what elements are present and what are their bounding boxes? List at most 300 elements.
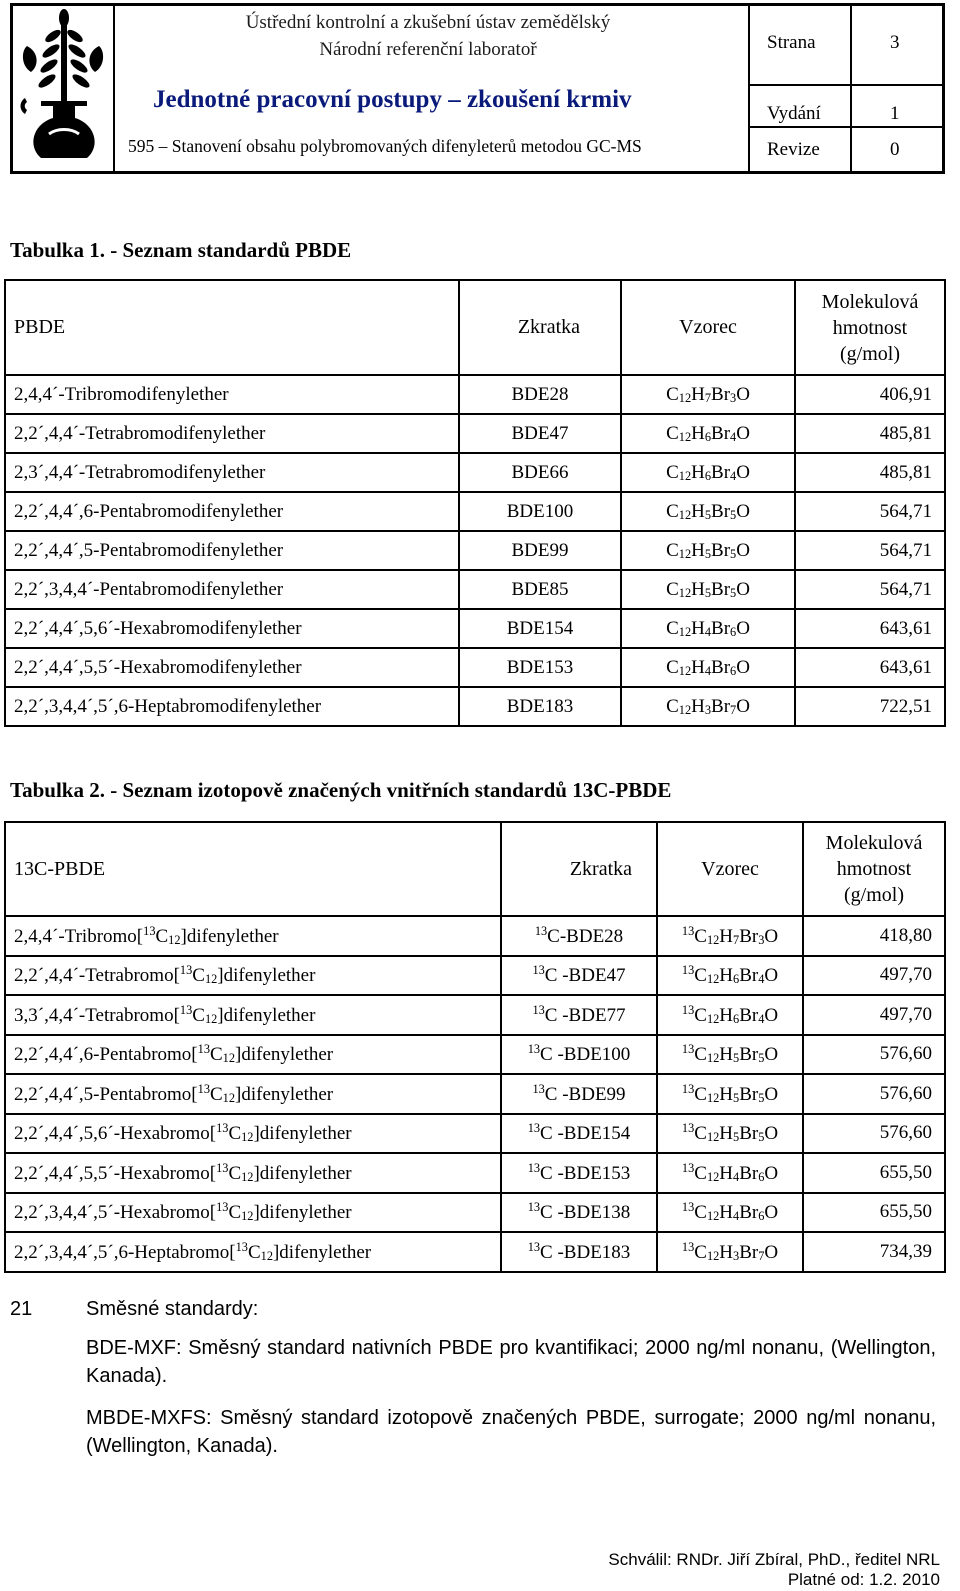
atom-count: 12 [706,1051,720,1066]
formula-cell [621,609,795,648]
approval-line: Schválil: RNDr. Jiří Zbíral, PhD., ředitel NRL [608,1550,940,1569]
abbreviation [501,1114,657,1154]
abbreviation [501,1153,657,1193]
atom-count: 6 [733,972,740,987]
molecular-mass: 655,50 [803,1193,945,1233]
formula-cell [657,1153,803,1193]
table-row [5,609,945,648]
molecular-mass: 497,70 [803,995,945,1035]
section-title: Směsné standardy: [86,1298,259,1320]
abbreviation-text: C-BDE28 [547,925,624,947]
atom-count: 7 [704,390,712,405]
element-symbol: H [691,422,705,444]
atom-count: 12 [706,1169,720,1184]
name-prefix: 2,2´,4,4´,6-Pentabromo[ [14,1044,198,1066]
name-prefix: 2,4,4´-Tribromo[ [14,925,144,947]
atom-count: 4 [730,429,737,444]
name-prefix: 3,3´,4,4´-Tetrabromo[ [14,1004,180,1026]
element-symbol: O [764,1241,779,1263]
element-symbol: C [694,1004,707,1026]
element-symbol: C [666,539,679,561]
table-row [5,375,945,414]
table2-caption: Tabulka 2. - Seznam izotopově značených vnitřních standardů 13C-PBDE [10,778,672,802]
compound-name: 2,2´,4,4´-Tetrabromodifenylether [5,414,459,453]
compound-name [5,956,501,996]
element-symbol: C [666,656,679,678]
isotope-superscript: 13 [179,1002,193,1017]
molecular-mass: 643,61 [795,648,945,687]
document-meta [748,6,944,171]
element-symbol: O [764,1162,779,1184]
atom-count: 12 [204,1011,218,1026]
molecular-mass: 418,80 [803,916,945,956]
abbreviation [501,956,657,996]
isotope-superscript: 13 [235,1239,248,1254]
abbreviation [501,1035,657,1075]
isotope-superscript: 13 [681,1121,695,1136]
name-suffix: ]difenylether [217,1004,316,1026]
element-symbol: C [192,965,205,987]
table-row [5,1153,945,1193]
revision-number: 0 [890,139,900,160]
isotope-superscript: 13 [534,923,548,938]
formula-cell [621,648,795,687]
atom-count: 12 [678,702,692,717]
atom-count: 5 [758,1090,765,1105]
element-symbol: H [691,539,705,561]
abbreviation-text: C -BDE153 [540,1162,631,1184]
molecular-mass: 564,71 [795,531,945,570]
name-suffix: ]difenylether [180,925,279,947]
compound-name: 2,2´,4,4´,5,5´-Hexabromodifenylether [5,648,459,687]
element-symbol: C [666,578,679,600]
element-symbol: Br [711,617,731,639]
element-symbol: C [694,1202,707,1224]
abbreviation: BDE28 [459,375,621,414]
formula-cell [657,916,803,956]
element-symbol: C [694,1123,707,1145]
abbreviation: BDE183 [459,687,621,726]
atom-count: 4 [733,1209,740,1224]
element-symbol: O [764,925,779,947]
formula-cell [657,1232,803,1272]
element-symbol: O [736,461,750,483]
abbreviation-text: C -BDE77 [544,1004,626,1026]
laboratory-name: Národní referenční laboratoř [319,39,537,60]
element-symbol: C [694,1083,707,1105]
name-prefix: 2,2´,4,4´,5,5´-Hexabromo[ [14,1162,217,1184]
isotope-superscript: 13 [197,1042,210,1057]
atom-count: 12 [706,972,720,987]
isotope-superscript: 13 [532,1081,545,1096]
abbreviation-text: C -BDE99 [544,1083,626,1105]
element-symbol: Br [739,1241,759,1263]
formula-cell [621,414,795,453]
formula-cell [657,995,803,1035]
abbreviation [501,1074,657,1114]
name-suffix: ]difenylether [253,1162,352,1184]
table-row [5,995,945,1035]
isotope-superscript: 13 [216,1121,229,1136]
atom-count: 12 [222,1090,236,1105]
atom-count: 12 [678,390,692,405]
atom-count: 6 [730,663,737,678]
table-row [5,1035,945,1075]
element-symbol: C [694,925,707,947]
compound-name: 2,3´,4,4´-Tetrabromodifenylether [5,453,459,492]
isotope-superscript: 13 [681,1239,695,1254]
name-suffix: ]difenylether [253,1202,352,1224]
atom-count: 6 [758,1169,765,1184]
abbreviation: BDE66 [459,453,621,492]
isotope-superscript: 13 [681,923,695,938]
compound-name: 2,2´,3,4,4´-Pentabromodifenylether [5,570,459,609]
atom-count: 5 [733,1130,740,1145]
isotope-superscript: 13 [681,1160,695,1175]
col-header-abbr: Zkratka [459,280,621,375]
compound-name [5,916,501,956]
atom-count: 5 [704,585,712,600]
table-row [5,414,945,453]
name-prefix: 2,2´,4,4´,5-Pentabromo[ [14,1083,198,1105]
element-symbol: H [719,1004,734,1026]
name-prefix: 2,2´,4,4´,5,6´-Hexabromo[ [14,1123,217,1145]
element-symbol: Br [739,925,759,947]
institute-logo [13,6,115,171]
element-symbol: Br [739,1083,759,1105]
element-symbol: Br [711,578,731,600]
formula-cell [621,492,795,531]
abbreviation: BDE100 [459,492,621,531]
col-header-abbr: Zkratka [501,822,657,916]
table-row [5,956,945,996]
atom-count: 6 [730,624,737,639]
atom-count: 6 [704,468,712,483]
molecular-mass: 497,70 [803,956,945,996]
element-symbol: H [719,965,734,987]
element-symbol: Br [739,1123,759,1145]
isotope-superscript: 13 [527,1042,541,1057]
section-number: 21 [10,1298,33,1320]
col-header-formula: Vzorec [657,822,803,916]
institute-name: Ústřední kontrolní a zkušební ústav zemědělský [245,12,611,33]
atom-count: 5 [758,1130,765,1145]
element-symbol: C [209,1083,223,1105]
name-prefix: 2,2´,4,4´-Tetrabromo[ [14,965,180,987]
element-symbol: Br [711,461,731,483]
molecular-mass: 643,61 [795,609,945,648]
atom-count: 12 [706,1130,720,1145]
element-symbol: Br [711,656,731,678]
atom-count: 12 [168,932,181,947]
atom-count: 4 [758,972,765,987]
table1-caption: Tabulka 1. - Seznam standardů PBDE [10,238,352,262]
formula-cell [657,1193,803,1233]
element-symbol: O [764,965,779,987]
element-symbol: H [691,617,705,639]
element-symbol: O [736,617,750,639]
element-symbol: H [719,1241,734,1263]
element-symbol: C [666,695,679,717]
atom-count: 6 [733,1011,740,1026]
atom-count: 5 [758,1051,765,1066]
molecular-mass: 722,51 [795,687,945,726]
element-symbol: Br [711,383,731,405]
element-symbol: O [764,1083,779,1105]
abbreviation-text: C -BDE138 [540,1202,631,1224]
atom-count: 12 [241,1169,254,1184]
edition-label: Vydání [767,103,821,124]
table-row [5,531,945,570]
atom-count: 12 [678,585,692,600]
atom-count: 12 [706,1090,720,1105]
atom-count: 12 [678,468,692,483]
element-symbol: C [192,1004,205,1026]
atom-count: 12 [706,932,720,947]
wheat-flask-logo-icon [13,6,113,171]
isotope-superscript: 13 [681,1002,695,1017]
element-symbol: C [228,1162,242,1184]
atom-count: 5 [704,507,712,522]
name-suffix: ]difenylether [235,1044,334,1066]
col-header-pbde: PBDE [5,280,459,375]
atom-count: 12 [706,1248,720,1263]
document-header [10,3,945,174]
table-row [5,648,945,687]
element-symbol: C [666,422,679,444]
element-symbol: O [764,1044,779,1066]
element-symbol: C [694,1044,707,1066]
element-symbol: Br [711,422,731,444]
molecular-mass: 576,60 [803,1114,945,1154]
isotope-superscript: 13 [527,1200,541,1215]
element-symbol: H [719,925,734,947]
atom-count: 5 [730,507,737,522]
name-suffix: ]difenylether [272,1241,372,1263]
element-symbol: C [247,1241,261,1263]
valid-from-line: Platné od: 1.2. 2010 [787,1570,940,1589]
element-symbol: O [764,1202,779,1224]
isotope-superscript: 13 [527,1160,541,1175]
table-row [5,916,945,956]
atom-count: 5 [704,546,712,561]
formula-cell [621,531,795,570]
element-symbol: H [719,1123,734,1145]
compound-name [5,1074,501,1114]
document-title: Jednotné pracovní postupy – zkoušení krmiv [153,86,632,113]
atom-count: 6 [758,1209,765,1224]
abbreviation: BDE47 [459,414,621,453]
atom-count: 5 [730,546,737,561]
molecular-mass: 564,71 [795,492,945,531]
atom-count: 7 [733,932,740,947]
table-row [5,492,945,531]
element-symbol: H [719,1044,734,1066]
molecular-mass: 485,81 [795,453,945,492]
compound-name [5,1153,501,1193]
abbreviation [501,1232,657,1272]
atom-count: 12 [678,624,692,639]
element-symbol: H [691,578,705,600]
edition-number: 1 [890,103,900,124]
atom-count: 3 [704,702,712,717]
atom-count: 12 [678,507,692,522]
element-symbol: H [691,500,705,522]
element-symbol: Br [739,965,759,987]
formula-cell [621,453,795,492]
molecular-mass: 576,60 [803,1074,945,1114]
element-symbol: C [666,617,679,639]
pbde-standards-table [4,279,946,727]
element-symbol: O [764,1004,779,1026]
name-prefix: 2,2´,3,4,4´,5´,6-Heptabromo[ [14,1241,236,1263]
element-symbol: H [719,1083,734,1105]
table-row [5,453,945,492]
abbreviation-text: C -BDE183 [540,1241,631,1263]
element-symbol: C [694,1241,707,1263]
element-symbol: C [694,1162,707,1184]
table-row [5,570,945,609]
formula-cell [621,687,795,726]
abbreviation-text: C -BDE47 [544,965,626,987]
abbreviation [501,916,657,956]
element-symbol: O [736,422,750,444]
isotope-superscript: 13 [532,963,545,978]
abbreviation: BDE154 [459,609,621,648]
compound-name: 2,2´,4,4´,6-Pentabromodifenylether [5,492,459,531]
table-row [5,1193,945,1233]
formula-cell [657,956,803,996]
element-symbol: Br [711,695,731,717]
compound-name [5,1035,501,1075]
isotope-superscript: 13 [216,1200,229,1215]
atom-count: 4 [704,663,712,678]
element-symbol: C [155,925,169,947]
atom-count: 7 [758,1248,765,1263]
isotope-superscript: 13 [681,963,695,978]
abbreviation [501,1193,657,1233]
paragraph-mbde-mxfs: MBDE-MXFS: Směsný standard izotopově značených PBDE, surrogate; 2000 ng/ml nonanu, (Wellington, Kanada). [86,1407,936,1457]
compound-name: 2,4,4´-Tribromodifenylether [5,375,459,414]
formula-cell [657,1035,803,1075]
abbreviation-text: C -BDE154 [540,1123,631,1145]
element-symbol: Br [711,539,731,561]
element-symbol: O [764,1123,779,1145]
atom-count: 5 [730,585,737,600]
element-symbol: Br [739,1202,759,1224]
compound-name: 2,2´,4,4´,5-Pentabromodifenylether [5,531,459,570]
atom-count: 7 [730,702,737,717]
element-symbol: C [228,1202,242,1224]
formula-cell [657,1114,803,1154]
header-center [113,6,743,171]
atom-count: 3 [733,1248,740,1263]
atom-count: 4 [704,624,712,639]
element-symbol: H [691,461,705,483]
atom-count: 12 [260,1248,273,1263]
compound-name [5,995,501,1035]
abbreviation [501,995,657,1035]
element-symbol: H [691,695,705,717]
isotope-superscript: 13 [179,963,193,978]
table-row [5,1232,945,1272]
element-symbol: H [719,1162,734,1184]
atom-count: 12 [678,546,692,561]
atom-count: 3 [758,932,765,947]
molecular-mass: 734,39 [803,1232,945,1272]
isotope-superscript: 13 [527,1121,541,1136]
molecular-mass: 655,50 [803,1153,945,1193]
abbreviation: BDE153 [459,648,621,687]
isotope-superscript: 13 [527,1239,541,1254]
atom-count: 12 [204,972,218,987]
document-subtitle: 595 – Stanovení obsahu polybromovaných difenyleterů metodou GC-MS [128,136,642,156]
atom-count: 12 [706,1011,720,1026]
element-symbol: Br [739,1162,759,1184]
element-symbol: C [228,1123,242,1145]
element-symbol: C [209,1044,223,1066]
atom-count: 12 [678,429,692,444]
element-symbol: O [736,695,750,717]
compound-name: 2,2´,3,4,4´,5´,6-Heptabromodifenylether [5,687,459,726]
atom-count: 3 [730,390,737,405]
isotope-superscript: 13 [143,923,156,938]
element-symbol: O [736,539,750,561]
formula-cell [621,375,795,414]
name-suffix: ]difenylether [235,1083,334,1105]
atom-count: 12 [678,663,692,678]
element-symbol: O [736,500,750,522]
formula-cell [657,1074,803,1114]
formula-cell [621,570,795,609]
atom-count: 6 [704,429,712,444]
table-row [5,1114,945,1154]
atom-count: 4 [758,1011,765,1026]
name-suffix: ]difenylether [253,1123,352,1145]
atom-count: 12 [241,1130,254,1145]
isotope-superscript: 13 [532,1002,545,1017]
col-header-13c-pbde: 13C-PBDE [5,822,501,916]
element-symbol: Br [739,1044,759,1066]
page-label: Strana [767,32,816,53]
molecular-mass: 564,71 [795,570,945,609]
atom-count: 5 [733,1090,740,1105]
molecular-mass: 576,60 [803,1035,945,1075]
element-symbol: Br [739,1004,759,1026]
abbreviation: BDE99 [459,531,621,570]
element-symbol: C [666,383,679,405]
element-symbol: O [736,656,750,678]
atom-count: 5 [733,1051,740,1066]
compound-name [5,1114,501,1154]
name-suffix: ]difenylether [217,965,316,987]
atom-count: 12 [222,1051,236,1066]
compound-name: 2,2´,4,4´,5,6´-Hexabromodifenylether [5,609,459,648]
page-number: 3 [890,32,900,53]
element-symbol: O [736,578,750,600]
compound-name [5,1193,501,1233]
element-symbol: Br [711,500,731,522]
col-header-mass: Molekulová hmotnost (g/mol) [803,822,945,916]
isotope-superscript: 13 [681,1200,695,1215]
paragraph-bde-mxf: BDE-MXF: Směsný standard nativních PBDE pro kvantifikaci; 2000 ng/ml nonanu, (Wellington, Kanada). [86,1337,936,1387]
labelled-standards-table [4,821,946,1273]
element-symbol: C [694,965,707,987]
isotope-superscript: 13 [681,1081,695,1096]
revision-label: Revize [767,139,820,160]
element-symbol: H [719,1202,734,1224]
atom-count: 12 [241,1209,254,1224]
